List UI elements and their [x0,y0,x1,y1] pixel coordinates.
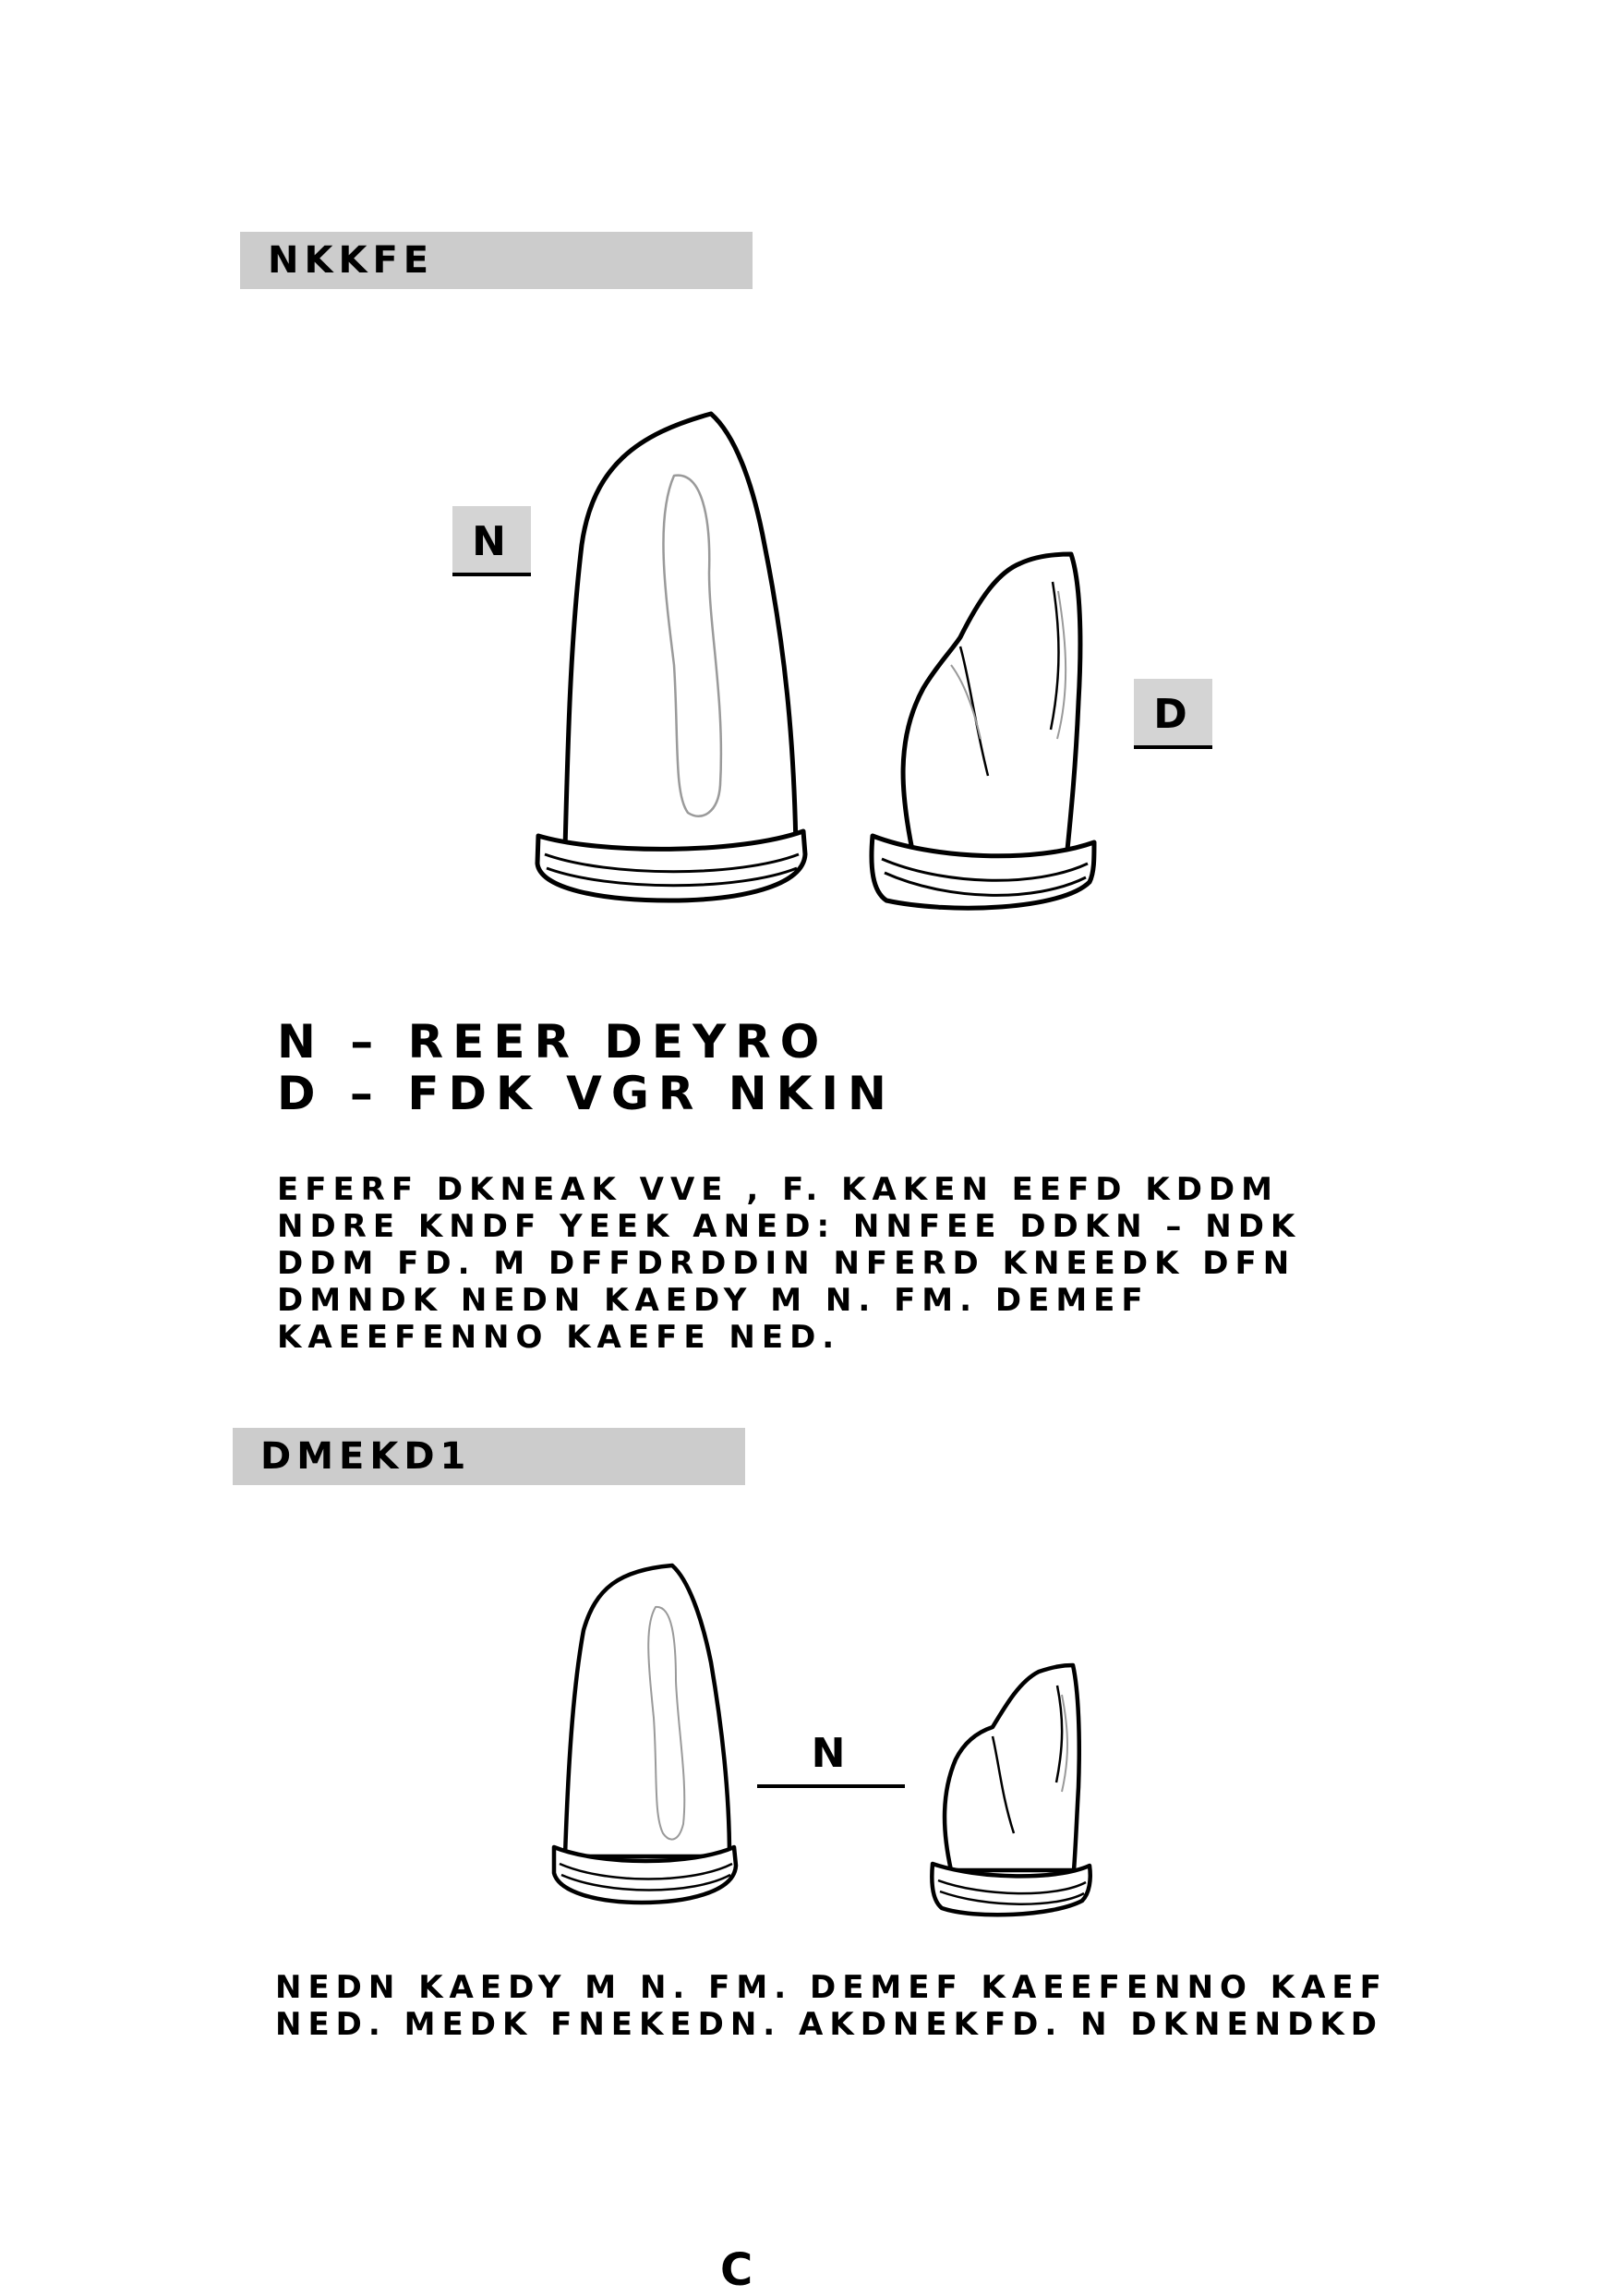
section-2-paragraph-line-2: NED. MEDK FNEKEDN. AKDNEKFD. N DKNENDKD [275,2006,1383,2043]
section-1-paragraph: EFERF DKNEAK VVE , F. KAKEN EEFD KDDM NDRE KNDF YEEK ANED: NNFEE DDKN – NDK DDM FD. M DFFDRDDIN NFERD KNEEDK DFN DMNDK NEDN KAEDY M N. FM. DEMEF KAEEFENNO KAEFE NED. [277,1171,1302,1356]
section-2-paragraph [275,1969,1420,2043]
legend-line-2: D – FDK VGR NKIN [277,1067,896,1120]
callout-a-text: N [472,517,512,565]
crystal-b-small-drawing [932,1665,1090,1915]
callout-label-section-2 [757,1718,905,1788]
section-2-title: DMEKD1 [260,1435,472,1478]
callout-b-text: D [1153,690,1193,738]
section-2-paragraph-line-1: NEDN KAEDY M N. FM. DEMEF KAEEFENNO KAEF [275,1969,1388,2006]
legend-line-1: N – REER DEYRO [277,1015,829,1069]
callout-section-2-text: N [811,1729,851,1777]
crystal-a-small-drawing [554,1565,736,1903]
callout-section-2-leader-line [757,1784,905,1788]
section-1-title: NKKFE [268,239,435,282]
page-number: C [720,2244,759,2296]
